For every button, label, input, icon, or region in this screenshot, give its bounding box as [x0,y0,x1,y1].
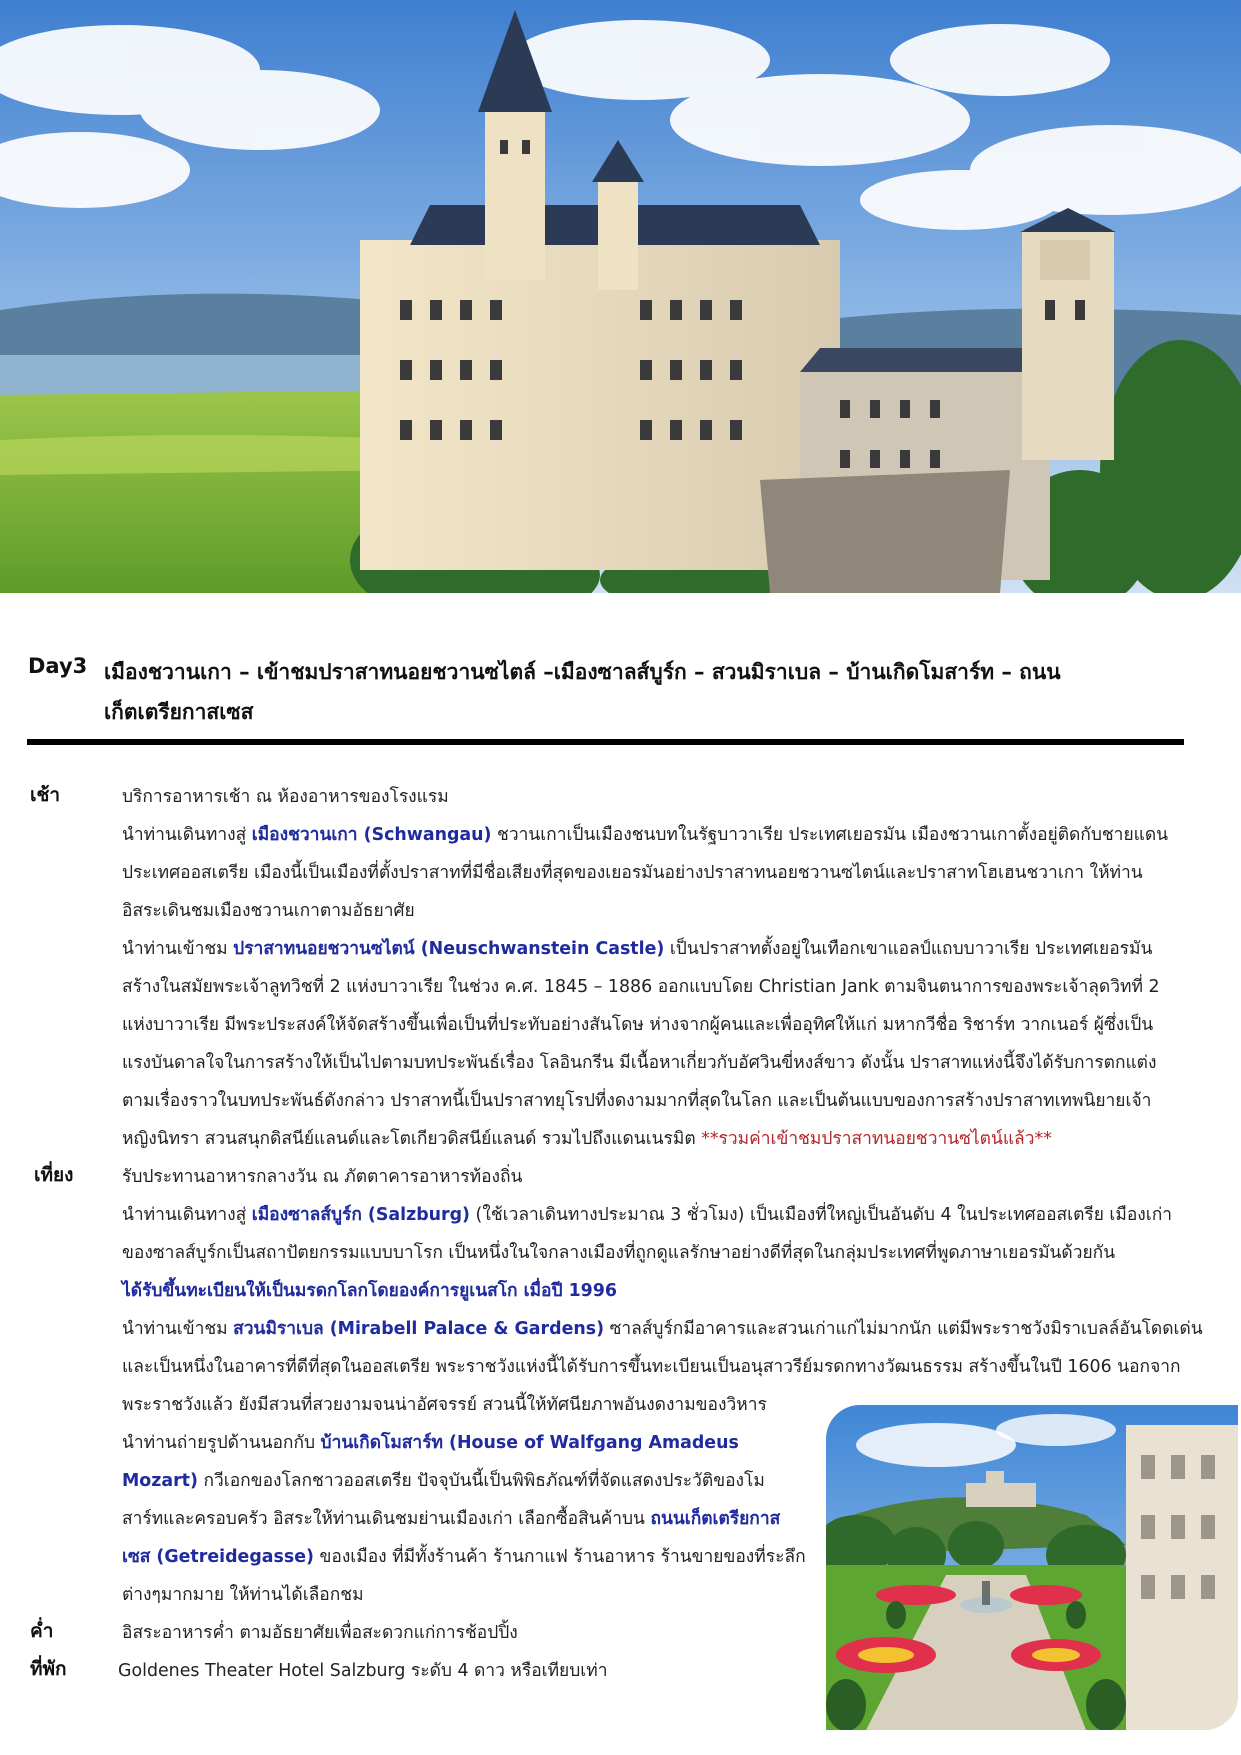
neuschwanstein-castle-icon [0,0,1241,593]
place-link: เซส (Getreidegasse) [122,1547,314,1567]
morning-line: บริการอาหารเช้า ณ ห้องอาหารของโรงแรม [122,787,449,807]
day-title [104,652,1194,732]
noon-line: รับประทานอาหารกลางวัน ณ ภัตตาคารอาหารท้องถิ่น [122,1167,523,1187]
morning-line: นำท่านเดินทางสู่ เมืองชวานเกา (Schwangau) ชวานเกาเป็นเมืองชนบทในรัฐบาวาเรีย ประเทศเยอรมัน เมืองชวานเกาตั้งอยู่ติดกับชายแดน [122,825,1169,845]
morning-label: เช้า [30,784,61,806]
noon-line: พระราชวังแล้ว ยังมีสวนที่สวยงามจนน่าอัศจรรย์ สวนนี้ให้ทัศนียภาพอันงดงามของวิหาร [122,1395,767,1415]
morning-line: ตามเรื่องราวในบทประพันธ์ดังกล่าว ปราสาทนี้เป็นปราสาทยุโรปที่งดงามมากที่สุดในโลก และเป็นต้นแบบของการสร้างปราสาทเทพนิยายเจ้า [122,1091,1152,1111]
hero-castle-photo [0,0,1241,593]
place-link: บ้านเกิดโมสาร์ท (House of Walfgang Amadeus [320,1433,739,1453]
place-link: เมืองซาลส์บูร์ก (Salzburg) [251,1205,471,1225]
noon-line: เซส (Getreidegasse) ของเมือง ที่มีทั้งร้านค้า ร้านกาแฟ ร้านอาหาร ร้านขายของที่ระลึก [122,1547,806,1567]
noon-line: และเป็นหนึ่งในอาคารที่ดีที่สุดในออสเตรีย พระราชวังแห่งนี้ได้รับการขึ้นทะเบียนเป็นอนุสาวรีย์มรดกทางวัฒนธรรม สร้างขึ้นในปี 1606 นอกจาก [122,1357,1181,1377]
noon-line: Mozart) กวีเอกของโลกชาวออสเตรีย ปัจจุบันนี้เป็นพิพิธภัณฑ์ที่จัดแสดงประวัติของโม [122,1471,765,1491]
place-link: สวนมิราเบล (Mirabell Palace & Gardens) [233,1319,605,1339]
day-label: Day3 [28,654,88,678]
morning-line: นำท่านเข้าชม ปราสาทนอยชวานซไตน์ (Neuschwanstein Castle) เป็นปราสาทตั้งอยู่ในเทือกเขาแอลป์แถบบาวาเรีย ประเทศเยอรมัน [122,939,1153,959]
noon-line: นำท่านเข้าชม สวนมิราเบล (Mirabell Palace & Gardens) ซาลส์บูร์กมีอาคารและสวนเก่าแก่ไม่มากนัก แต่มีพระราชวังมิราเบลล์อันโดดเด่น [122,1319,1203,1339]
morning-line: หญิงนิทรา สวนสนุกดิสนีย์แลนด์และโตเกียวดิสนีย์แลนด์ รวมไปถึงแดนเนรมิต **รวมค่าเข้าชมปราสาทนอยชวานซไตน์แล้ว** [122,1129,1052,1149]
morning-line: อิสระเดินชมเมืองชวานเกาตามอัธยาศัย [122,901,415,921]
admission-note: **รวมค่าเข้าชมปราสาทนอยชวานซไตน์แล้ว** [701,1129,1052,1149]
day-title-line2: เก็ตเตรียกาสเซส [104,700,254,724]
evening-label: ค่ำ [30,1620,54,1642]
heading-divider [27,739,1184,745]
noon-line: ต่างๆมากมาย ให้ท่านได้เลือกชม [122,1585,364,1605]
morning-line: สร้างในสมัยพระเจ้าลูทวิชที่ 2 แห่งบาวาเรีย ในช่วง ค.ศ. 1845 – 1886 ออกแบบโดย Christian Jank ตามจินตนาการของพระเจ้าลุดวิทที่ 2 [122,977,1160,997]
mirabell-garden-photo [826,1405,1238,1730]
noon-line: สาร์ทและครอบครัว อิสระให้ท่านเดินชมย่านเมืองเก่า เลือกซื้อสินค้าบน ถนนเก็ตเตรียกาส [122,1509,781,1529]
noon-label: เที่ยง [34,1164,74,1186]
noon-line: ของซาลส์บูร์กเป็นสถาปัตยกรรมแบบบาโรก เป็นหนึ่งในใจกลางเมืองที่ถูกดูแลรักษาอย่างดีที่สุดในกลุ่มประเทศที่พูดภาษาเยอรมันด้วยกัน [122,1243,1116,1263]
hotel-label: ที่พัก [30,1658,67,1680]
day-title-line1: เมืองชวานเกา – เข้าชมปราสาทนอยชวานซไตล์ –เมืองซาลส์บูร์ก – สวนมิราเบล – บ้านเกิดโมสาร์ท – ถนน [104,660,1061,684]
place-link: ถนนเก็ตเตรียกาส [650,1509,781,1529]
place-link: ปราสาทนอยชวานซไตน์ (Neuschwanstein Castle) [233,939,665,959]
place-link: เมืองชวานเกา (Schwangau) [251,825,492,845]
unesco-note: ได้รับขึ้นทะเบียนให้เป็นมรดกโลกโดยองค์การยูเนสโก เมื่อปี 1996 [122,1281,617,1301]
morning-line: ประเทศออสเตรีย เมืองนี้เป็นเมืองที่ตั้งปราสาทที่มีชื่อเสียงที่สุดของเยอรมันอย่างปราสาทนอยชวานซไตน์และปราสาทโฮเฮนชวาเกา ให้ท่าน [122,863,1143,883]
noon-line: นำท่านเดินทางสู่ เมืองซาลส์บูร์ก (Salzburg) (ใช้เวลาเดินทางประมาณ 3 ชั่วโมง) เป็นเมืองที่ใหญ่เป็นอันดับ 4 ในประเทศออสเตรีย เมืองเก่า [122,1205,1173,1225]
mirabell-gardens-icon [826,1405,1238,1730]
hotel-line: Goldenes Theater Hotel Salzburg ระดับ 4 ดาว หรือเทียบเท่า [118,1661,608,1681]
noon-line: นำท่านถ่ายรูปด้านนอกกับ บ้านเกิดโมสาร์ท (House of Walfgang Amadeus [122,1433,739,1453]
morning-line: แรงบันดาลใจในการสร้างให้เป็นไปตามบทประพันธ์เรื่อง โลอินกรีน มีเนื้อหาเกี่ยวกับอัศวินขี่หงส์ขาว ดังนั้น ปราสาทแห่งนี้จึงได้รับการตกแต่ง [122,1053,1157,1073]
evening-line: อิสระอาหารค่ำ ตามอัธยาศัยเพื่อสะดวกแก่การช้อปปิ้ง [122,1623,518,1643]
place-link: Mozart) [122,1471,198,1491]
morning-line: แห่งบาวาเรีย มีพระประสงค์ให้จัดสร้างขึ้นเพื่อเป็นที่ประทับอย่างสันโดษ ห่างจากผู้คนและเพื่ออุทิศให้แก่ มหากวีชื่อ ริชาร์ท วากเนอร์ ผู้ซึ่งเป็น [122,1015,1154,1035]
